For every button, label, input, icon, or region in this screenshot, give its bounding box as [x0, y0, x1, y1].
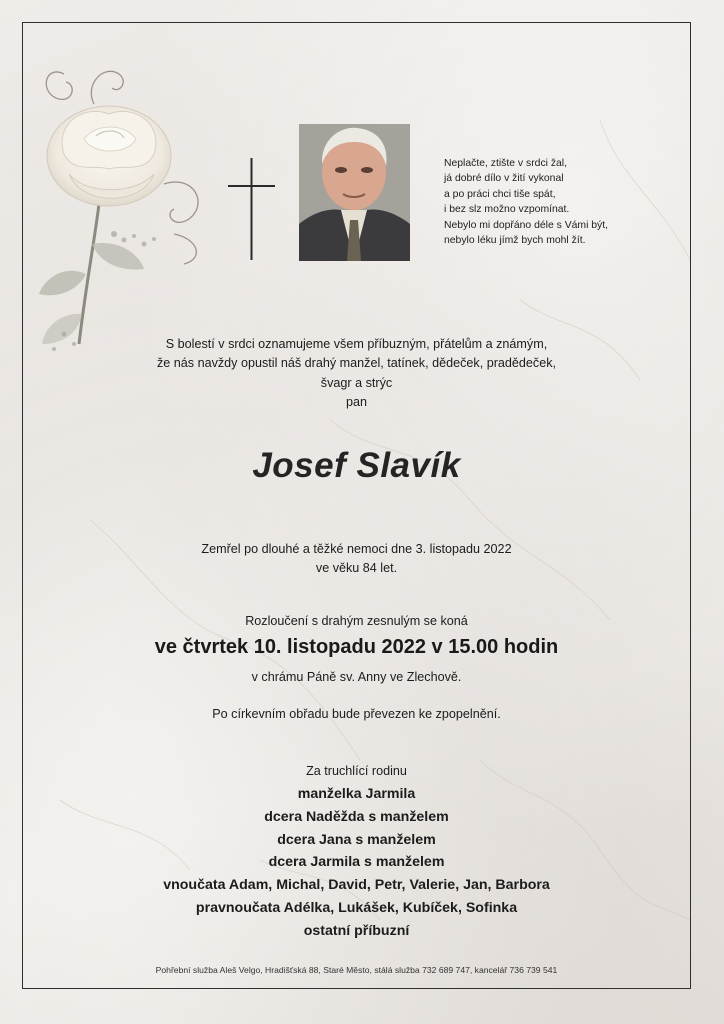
mourner: pravnoučata Adélka, Lukášek, Kubíček, Sofinka	[195, 899, 518, 916]
mourner: dcera Naděžda s manželem	[264, 808, 449, 825]
mourner: ostatní příbuzní	[303, 922, 410, 939]
deceased-name: Josef Slavík	[252, 446, 461, 485]
announcement-line: S bolestí v srdci oznamujeme všem příbuzným, přátelům a známým,	[165, 337, 548, 351]
cross-icon	[228, 158, 276, 260]
portrait-photo	[299, 124, 410, 261]
funeral-datetime: ve čtvrtek 10. listopadu 2022 v 15.00 hodin	[154, 636, 559, 658]
poem-line: Neplačte, ztište v srdci žal,	[444, 158, 567, 169]
announcement-line: že nás navždy opustil náš drahý manžel, tatínek, dědeček, pradědeček,	[156, 356, 557, 371]
poem-line: nebylo léku jímž bych mohl žít.	[444, 235, 586, 247]
poem	[444, 156, 684, 248]
mourner: dcera Jana s manželem	[277, 831, 436, 848]
death-info	[22, 540, 691, 577]
announcement-line: švagr a strýc	[320, 375, 393, 390]
funeral-intro: Rozloučení s drahým zesnulým se koná	[245, 614, 468, 628]
poem-line: i bez slz možno vzpomínat.	[444, 204, 570, 216]
poem-line: Nebylo mi dopřáno déle s Vámi být,	[444, 219, 609, 231]
announcement	[22, 335, 691, 412]
funeral-place: v chrámu Páně sv. Anny ve Zlechově.	[251, 670, 462, 684]
rose-icon	[24, 44, 224, 374]
funeral-note: Po církevním obřadu bude převezen ke zpopelnění.	[212, 707, 501, 721]
mourner: dcera Jarmila s manželem	[268, 854, 445, 871]
poem-line: a po práci chci tiše spát,	[444, 188, 556, 200]
mourner: manželka Jarmila	[297, 786, 416, 802]
poem-line: já dobré dílo v žití vykonal	[444, 173, 564, 185]
age-line: ve věku 84 let.	[315, 560, 398, 575]
mourners-list	[22, 783, 691, 943]
mourners-intro: Za truchlící rodinu	[306, 764, 407, 778]
funeral-service-footer: Pohřební služba Aleš Velgo, Hradišťská 88, Staré Město, stálá služba 732 689 747, kancelář 736 739 541	[155, 965, 558, 975]
death-date-line: Zemřel po dlouhé a těžké nemoci dne 3. listopadu 2022	[201, 542, 512, 556]
announcement-line: pan	[345, 394, 367, 409]
mourner: vnoučata Adam, Michal, David, Petr, Valerie, Jan, Barbora	[163, 877, 550, 894]
